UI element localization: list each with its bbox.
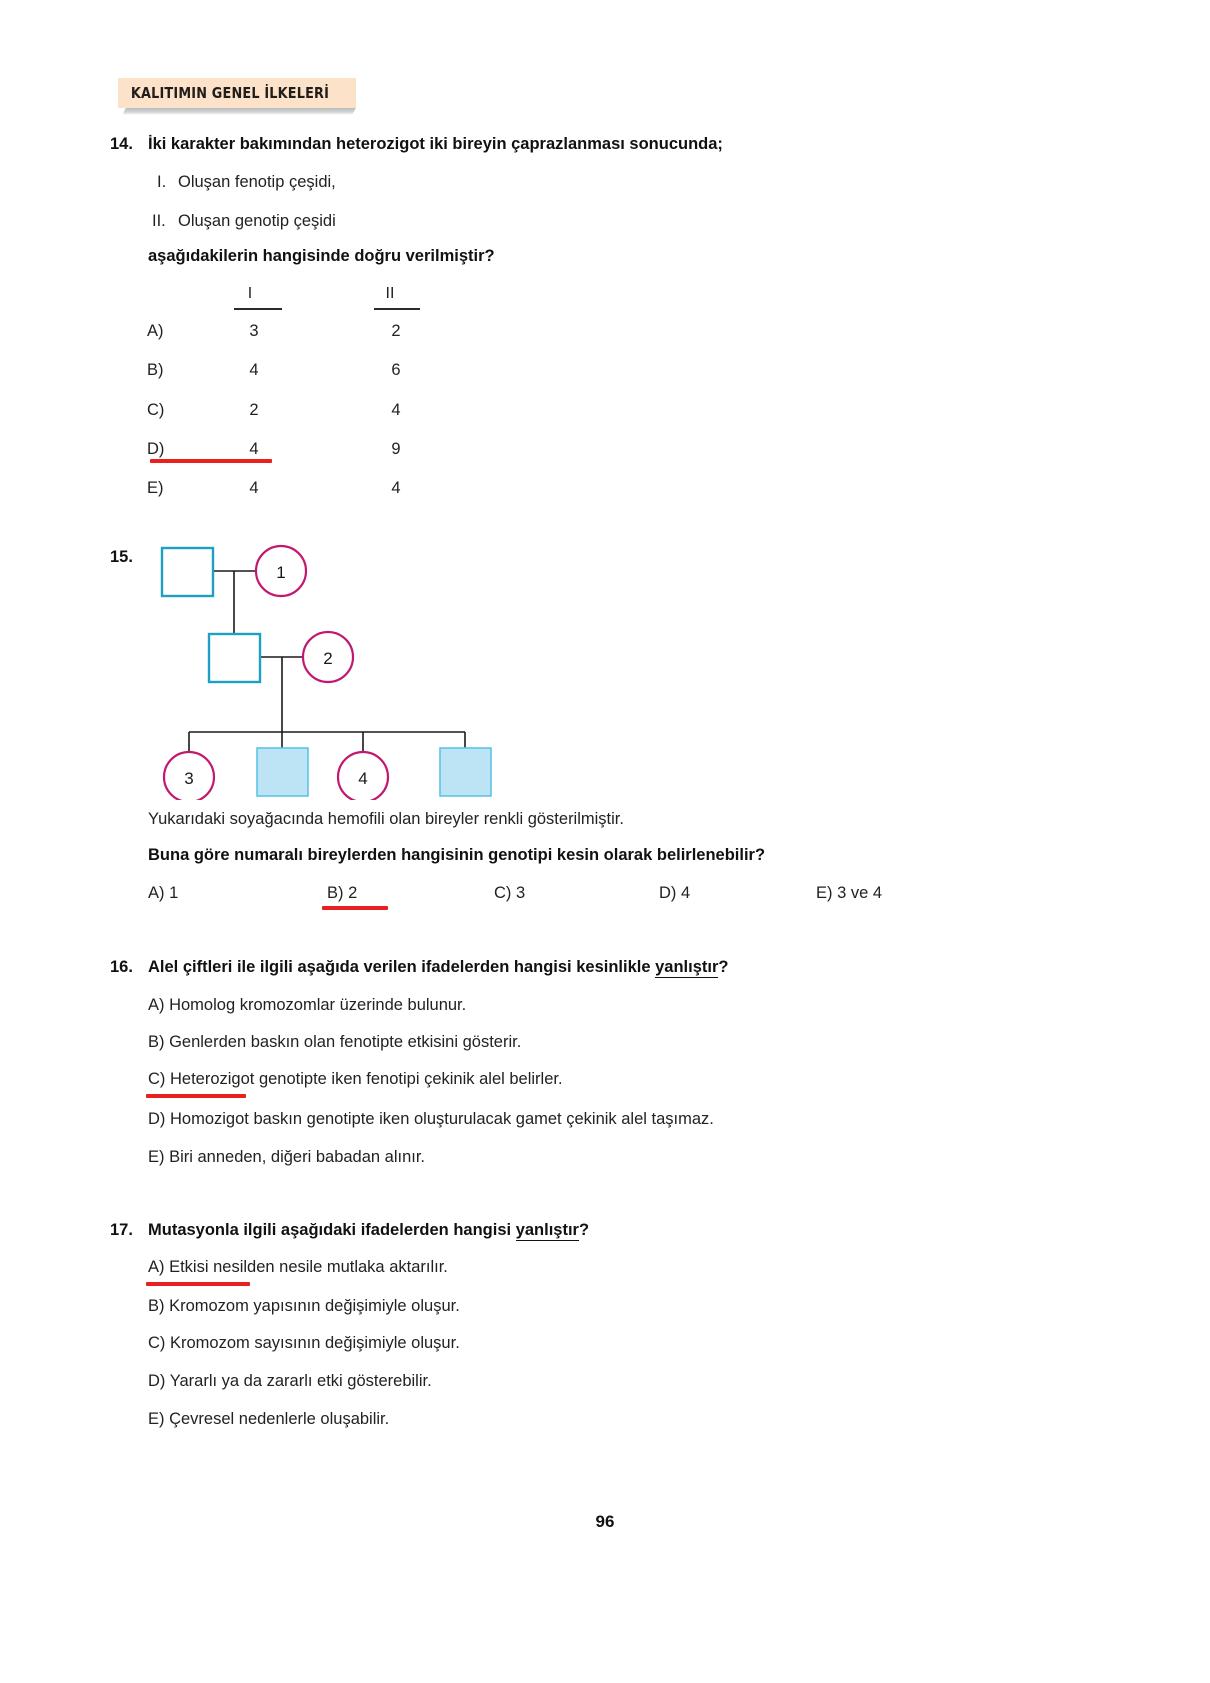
pedigree-label-1: 1: [276, 563, 286, 582]
question-16-option-b[interactable]: B) Genlerden baskın olan fenotipte etkisini gösterir.: [148, 1033, 522, 1051]
question-16-option-d[interactable]: D) Homozigot baskın genotipte iken oluşturulacak gamet çekinik alel taşımaz.: [148, 1110, 714, 1128]
question-15-option-b[interactable]: B) 2: [327, 884, 358, 902]
pedigree-symbol-p1-male: [162, 548, 213, 596]
chapter-title: KALITIMIN GENEL İLKELERİ: [130, 84, 330, 102]
table-row-c-col1: 2: [249, 401, 259, 419]
table-row-d-col1: 4: [249, 440, 259, 458]
table-row-e-col1: 4: [249, 479, 259, 497]
table-header-col-1: I: [247, 285, 253, 302]
question-16-option-c[interactable]: C) Heterozigot genotipte iken fenotipi çekinik alel belirler.: [148, 1070, 563, 1088]
question-14-roman-2-label: II.: [152, 212, 166, 230]
answer-mark-question-14: [150, 459, 272, 463]
question-17-option-d[interactable]: D) Yararlı ya da zararlı etki gösterebilir.: [148, 1372, 432, 1390]
table-row-a-col2: 2: [391, 322, 401, 340]
question-17-stem-emphasis: yanlıştır: [515, 1221, 579, 1239]
question-14-roman-1-text: Oluşan fenotip çeşidi,: [178, 173, 336, 191]
banner-background: [118, 78, 356, 108]
question-16-number: 16.: [110, 958, 133, 976]
question-15-caption: Yukarıdaki soyağacında hemofili olan bireyler renkli gösterilmiştir.: [148, 810, 624, 828]
table-row-b-col2: 6: [391, 361, 401, 379]
table-row-option-d[interactable]: D): [147, 440, 165, 458]
chapter-banner: [118, 78, 356, 108]
table-row-d-col2: 9: [391, 440, 401, 458]
answer-mark-question-16: [146, 1094, 246, 1098]
question-17-option-c[interactable]: C) Kromozom sayısının değişimiyle oluşur.: [148, 1334, 460, 1352]
table-row-a-col1: 3: [249, 322, 259, 340]
table-row-option-b[interactable]: B): [147, 361, 164, 379]
question-14-roman-2-text: Oluşan genotip çeşidi: [178, 212, 336, 230]
pedigree-label-2: 2: [323, 649, 333, 668]
table-row-e-col2: 4: [391, 479, 401, 497]
question-17-option-a[interactable]: A) Etkisi nesilden nesile mutlaka aktarılır.: [148, 1258, 448, 1276]
question-15-option-c[interactable]: C) 3: [494, 884, 526, 902]
page-number: 96: [595, 1512, 615, 1531]
question-16-stem-after: ?: [718, 958, 729, 976]
question-14-stem: İki karakter bakımından heterozigot iki bireyin çaprazlanması sonucunda;: [148, 135, 723, 153]
question-17-stem: [148, 1221, 589, 1240]
table-row-option-a[interactable]: A): [147, 322, 164, 340]
table-row-b-col1: 4: [249, 361, 259, 379]
table-header-rule-2: [374, 308, 420, 310]
question-16-option-a[interactable]: A) Homolog kromozomlar üzerinde bulunur.: [148, 996, 467, 1014]
pedigree-symbol-c2-affected: [257, 748, 308, 796]
question-15-sub-stem: Buna göre numaralı bireylerden hangisinin genotipi kesin olarak belirlenebilir?: [148, 846, 766, 864]
question-14-roman-1-label: I.: [157, 173, 167, 191]
question-17-number: 17.: [110, 1221, 133, 1239]
pedigree-symbol-p2-male: [209, 634, 260, 682]
table-row-c-col2: 4: [391, 401, 401, 419]
question-16-option-e[interactable]: E) Biri anneden, diğeri babadan alınır.: [148, 1148, 426, 1166]
pedigree-label-3: 3: [184, 769, 194, 788]
question-14-sub-stem: aşağıdakilerin hangisinde doğru verilmiştir?: [148, 247, 495, 265]
table-row-option-c[interactable]: C): [147, 401, 165, 419]
answer-mark-question-15: [322, 906, 388, 910]
banner-shadow: [122, 108, 356, 115]
question-17-stem-before: Mutasyonla ilgili aşağıdaki ifadelerden hangisi: [148, 1221, 516, 1239]
question-16-stem-emphasis: yanlıştır: [655, 958, 719, 976]
table-header-col-2: II: [385, 285, 395, 302]
pedigree-label-4: 4: [358, 769, 368, 788]
pedigree-symbol-c4-affected: [440, 748, 491, 796]
table-row-option-e[interactable]: E): [147, 479, 164, 497]
question-14-number: 14.: [110, 135, 133, 153]
question-15-option-a[interactable]: A) 1: [148, 884, 179, 902]
question-16-stem: [148, 958, 728, 977]
question-17-option-b[interactable]: B) Kromozom yapısının değişimiyle oluşur.: [148, 1297, 460, 1315]
question-15-number: 15.: [110, 548, 133, 566]
question-15-option-d[interactable]: D) 4: [659, 884, 691, 902]
question-17-stem-after: ?: [578, 1221, 590, 1239]
question-15-option-e[interactable]: E) 3 ve 4: [816, 884, 883, 902]
question-17-option-e[interactable]: E) Çevresel nedenlerle oluşabilir.: [148, 1410, 390, 1428]
pedigree-chart: [140, 540, 520, 800]
question-16-stem-before: Alel çiftleri ile ilgili aşağıda verilen ifadelerden hangisi kesinlikle: [148, 958, 656, 976]
answer-mark-question-17: [146, 1282, 250, 1286]
table-header-rule-1: [234, 308, 282, 310]
